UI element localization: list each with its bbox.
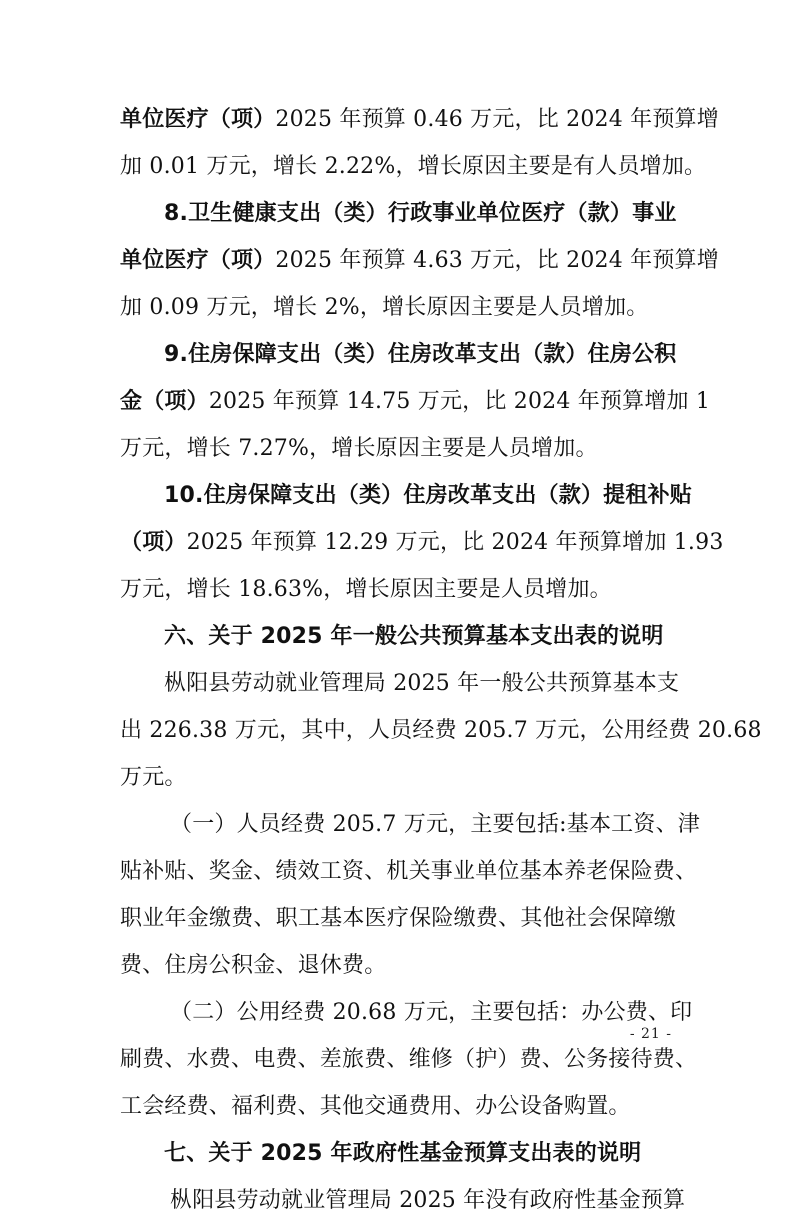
text-run: 2025 年预算 0.46 万元，比 2024 年预算增	[275, 107, 719, 132]
text-line-5	[120, 284, 676, 331]
text-run: 刷费、水费、电费、差旅费、维修（护）费、公务接待费、	[120, 1047, 698, 1072]
text-run: 2025 年预算 14.75 万元，比 2024 年预算增加 1	[208, 389, 711, 414]
bold-run: 金（项）	[120, 389, 209, 414]
section-six-heading	[120, 613, 676, 660]
text-line-2	[120, 143, 707, 190]
bold-run: 单位医疗（项）	[120, 248, 276, 273]
text-line-24	[120, 1177, 686, 1224]
text-line-8	[120, 425, 676, 472]
text-line-17	[120, 848, 698, 895]
page-number: - 21 -	[629, 1026, 672, 1042]
bold-run: （项）	[120, 530, 187, 555]
bold-run: 10.住房保障支出（类）住房改革支出（款）提租补贴	[164, 483, 692, 508]
text-line-13	[120, 660, 680, 707]
text-run: 职业年金缴费、职工基本医疗保险缴费、其他社会保障缴	[120, 906, 676, 931]
text-line-11	[120, 566, 676, 613]
bold-run: 8.卫生健康支出（类）行政事业单位医疗（款）事业	[164, 201, 677, 226]
item-9-heading	[120, 331, 676, 378]
item-8-heading	[120, 190, 676, 237]
text-line-7	[120, 378, 711, 425]
text-line-16	[120, 801, 700, 848]
bold-run: 单位医疗（项）	[120, 107, 276, 132]
text-run: 万元。	[120, 765, 187, 790]
text-line-14	[120, 707, 762, 754]
text-line-10	[120, 519, 724, 566]
text-run: 万元，增长 7.27%，增长原因主要是人员增加。	[120, 436, 598, 461]
text-run: 加 0.09 万元，增长 2%，增长原因主要是人员增加。	[120, 295, 649, 320]
text-line-22	[120, 1083, 676, 1130]
text-line-18	[120, 895, 676, 942]
bold-run: 9.住房保障支出（类）住房改革支出（款）住房公积	[164, 342, 677, 367]
text-run: 2025 年预算 4.63 万元，比 2024 年预算增	[275, 248, 719, 273]
text-line-4	[120, 237, 719, 284]
text-line-1	[120, 96, 719, 143]
text-line-19	[120, 942, 676, 989]
text-run: 2025 年预算 12.29 万元，比 2024 年预算增加 1.93	[186, 530, 724, 555]
text-line-21	[120, 1036, 698, 1083]
text-run: 费、住房公积金、退休费。	[120, 953, 387, 978]
text-run: 加 0.01 万元，增长 2.22%，增长原因主要是有人员增加。	[120, 154, 707, 179]
section-seven-heading	[120, 1130, 676, 1177]
heading-text: 七、关于 2025 年政府性基金预算支出表的说明	[164, 1141, 642, 1166]
text-run: 枞阳县劳动就业管理局 2025 年一般公共预算基本支	[164, 671, 680, 696]
text-line-15	[120, 754, 676, 801]
text-run: 万元，增长 18.63%，增长原因主要是人员增加。	[120, 577, 612, 602]
item-10-heading	[120, 472, 692, 519]
body-text	[120, 96, 762, 1224]
heading-text: 六、关于 2025 年一般公共预算基本支出表的说明	[164, 624, 664, 649]
text-run: 出 226.38 万元，其中，人员经费 205.7 万元，公用经费 20.68	[120, 718, 762, 743]
text-run: （一）人员经费 205.7 万元，主要包括:基本工资、津	[170, 812, 700, 837]
text-run: 枞阳县劳动就业管理局 2025 年没有政府性基金预算	[170, 1188, 686, 1213]
text-line-20	[120, 989, 693, 1036]
text-run: 工会经费、福利费、其他交通费用、办公设备购置。	[120, 1094, 631, 1119]
text-run: 贴补贴、奖金、绩效工资、机关事业单位基本养老保险费、	[120, 859, 698, 884]
text-run: （二）公用经费 20.68 万元，主要包括：办公费、印	[170, 1000, 693, 1025]
